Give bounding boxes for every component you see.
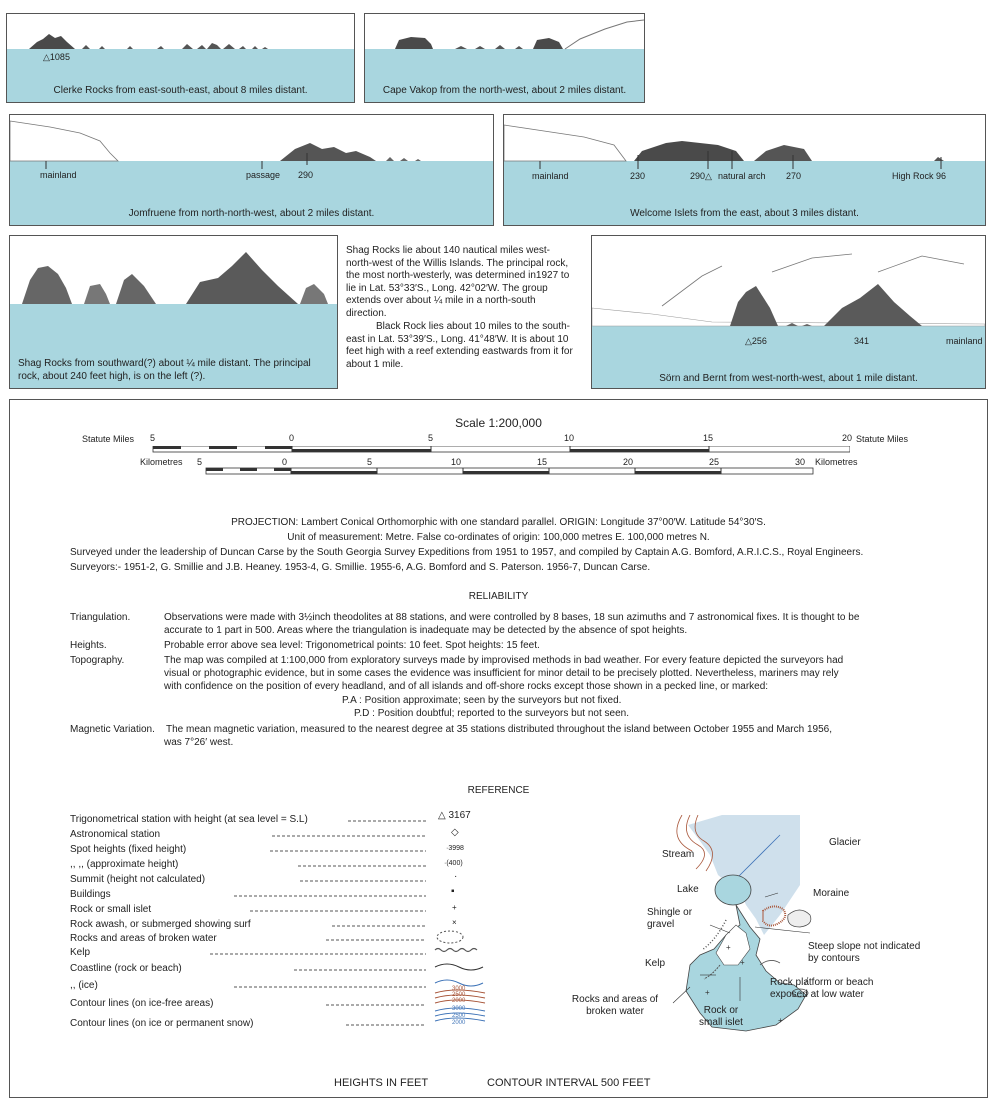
reference-line-symbols <box>430 925 510 1035</box>
scale-miles-label-right: Statute Miles <box>856 434 909 444</box>
jomfruene-caption: Jomfruene from north-north-west, about 2 miles distant. <box>128 208 375 219</box>
scale-miles-label-left: Statute Miles <box>82 434 135 444</box>
ref-trig-symbol: △ 3167 <box>438 810 471 821</box>
clerke-label-height: △1085 <box>43 52 70 62</box>
topography-line1: The map was compiled at 1:100,000 from exploratory surveys made by improvised methods in bad weather. For every feature depicted the surveyors had <box>164 655 844 666</box>
map-marginalia-sheet <box>9 399 988 1098</box>
contour-brown-2500: 2500 <box>452 992 466 998</box>
miles-tick-5l: 5 <box>150 433 156 443</box>
scale-title: Scale 1:200,000 <box>455 416 542 430</box>
topography-line3: with confidence on the position of every headland, and of all islands and off-shore rocks except those shown in a pecked line, or marked: <box>164 681 769 692</box>
contour-blue-3000: 3000 <box>452 1006 466 1012</box>
view-cape-vakop <box>364 13 645 103</box>
scale-km-label-right: Kilometres <box>815 457 858 467</box>
heights-line1: Probable error above sea level: Trigonometrical points: 10 feet. Spot heights: 15 feet. <box>164 640 540 651</box>
ref-contour-ice-free: Contour lines (on ice-free areas) <box>70 998 214 1009</box>
triangulation-term: Triangulation. <box>70 612 131 623</box>
triangulation-line2: accurate to 1 part in 500. Areas where the triangulation is inadequate may be detected by the absence of spot heights. <box>164 625 688 636</box>
vakop-caption: Cape Vakop from the north-west, about 2 miles distant. <box>382 85 627 96</box>
km-tick-10: 10 <box>451 457 462 467</box>
km-tick-30: 30 <box>795 457 806 467</box>
ref-trig-station: Trigonometrical station with height (at sea level = S.L) <box>70 814 308 825</box>
diagram-label-broken-water: Rocks and areas of broken water <box>571 994 659 1017</box>
welcome-label-290: 290△ <box>690 171 712 181</box>
view-shag-rocks <box>9 235 338 389</box>
contour-blue-2500: 2500 <box>452 1013 466 1019</box>
miles-tick-10: 10 <box>564 433 575 443</box>
ref-summit: Summit (height not calculated) <box>70 874 206 885</box>
clerke-caption: Clerke Rocks from east-south-east, about 8 miles distant. <box>53 85 308 96</box>
km-tick-5: 5 <box>367 457 373 467</box>
reference-heading: REFERENCE <box>467 785 530 796</box>
topography-line2: visual or photographic evidence, but in some cases the evidence was insufficient for minor detail to be precisely plotted. Nevertheless, mariners may rely <box>164 668 839 679</box>
ref-astro-station: Astronomical station <box>70 829 161 840</box>
footer-heights: HEIGHTS IN FEET <box>334 1077 429 1089</box>
ref-astro-symbol: ◇ <box>451 827 459 838</box>
ref-broken-water: Rocks and areas of broken water <box>70 933 217 944</box>
magnetic-line2: was 7°26′ west. <box>164 737 234 748</box>
ref-rock-awash: Rock awash, or submerged showing surf <box>70 919 251 930</box>
ref-spot-fixed: Spot heights (fixed height) <box>70 844 187 855</box>
km-tick-5l: 5 <box>197 457 203 467</box>
diagram-label-rock-platform: Rock platform or beach exposed at low water <box>770 977 874 1000</box>
ref-contour-ice: Contour lines (on ice or permanent snow) <box>70 1018 254 1029</box>
welcome-caption: Welcome Islets from the east, about 3 miles distant. <box>630 208 859 219</box>
pa-text: P.A : Position approximate; seen by the surveyors but not fixed. <box>342 695 622 706</box>
topography-term: Topography. <box>70 655 125 666</box>
magnetic-term: Magnetic Variation. <box>70 724 155 735</box>
diagram-label-moraine: Moraine <box>813 888 850 899</box>
svg-text:+: + <box>740 958 745 967</box>
jomfruene-label-mainland: mainland <box>40 170 77 180</box>
diagram-label-steep-slope: Steep slope not indicated by contours <box>808 941 921 964</box>
ref-buildings: Buildings <box>70 889 111 900</box>
scale-bars <box>150 446 850 482</box>
svg-text:+: + <box>726 943 731 952</box>
sorn-label-mainland: mainland <box>946 336 983 346</box>
diagram-label-rock-islet: Rock or small islet <box>699 1005 743 1028</box>
projection-text: PROJECTION: Lambert Conical Orthomorphic with one standard parallel. ORIGIN: Longitude 37°00′W. Latitude 54°30′S. <box>231 517 766 528</box>
reliability-heading: RELIABILITY <box>468 591 529 602</box>
ref-spot-fixed-symbol: ·3998 <box>446 845 464 852</box>
footer-contour: CONTOUR INTERVAL 500 FEET <box>487 1077 651 1089</box>
sorn-label-256: △256 <box>745 336 767 346</box>
ref-coastline-rock: Coastline (rock or beach) <box>70 963 182 974</box>
ref-rock-islet: Rock or small islet <box>70 904 152 915</box>
shag-note-para1: Shag Rocks lie about 140 nautical miles west-north-west of the Willis Islands. The principal rock, the most north-westerly, was determined in1927 to lie in Lat. 53°33′S., Long. 42°02′W. The group extends over about ¼ mile in a north-south direction. <box>346 245 570 319</box>
km-tick-0: 0 <box>282 457 288 467</box>
diagram-label-kelp: Kelp <box>645 958 666 969</box>
miles-tick-0: 0 <box>289 433 295 443</box>
welcome-label-natural-arch: natural arch <box>718 171 766 181</box>
jomfruene-label-290: 290 <box>298 170 314 180</box>
surveyors-text: Surveyors:- 1951-2, G. Smillie and J.B. Heaney. 1953-4, G. Smillie. 1955-6, A.G. Bomford and S. Paterson. 1956-7, Duncan Carse. <box>70 562 651 573</box>
welcome-label-high-rock: High Rock 96 <box>892 171 947 181</box>
jomfruene-label-passage: passage <box>246 170 281 180</box>
km-tick-25: 25 <box>709 457 720 467</box>
contour-brown-2000: 2000 <box>452 998 466 1004</box>
unit-text: Unit of measurement: Metre. False co-ordinates of origin: 100,000 metres E. 100,000 metres N. <box>287 532 710 543</box>
view-jomfruene <box>9 114 494 226</box>
surveyed-text: Surveyed under the leadership of Duncan Carse by the South Georgia Survey Expeditions from 1951 to 1957, and compiled by Captain A.G. Bomford, A.R.I.C.S., Royal Engineers. <box>70 547 864 558</box>
diagram-label-glacier: Glacier <box>829 837 861 848</box>
scale-km-label-left: Kilometres <box>140 457 183 467</box>
km-tick-20: 20 <box>623 457 634 467</box>
triangulation-line1: Observations were made with 3½inch theodolites at 88 stations, and were controlled by 8 bases, 18 sun azimuths and 7 astronomical fixes. It is thought to be <box>164 612 860 623</box>
ref-rock-awash-symbol: × <box>452 918 457 927</box>
shag-rocks-note <box>340 235 580 387</box>
ref-spot-approx: ,, ,, (approximate height) <box>70 859 179 870</box>
shag-note-para2: Black Rock lies about 10 miles to the south-east in Lat. 53°39′S., Long. 41°48′W. It is about 10 feet high with a reef extending eastwards from it for about 1 mile. <box>346 321 573 370</box>
sorn-bernt-profile <box>592 236 985 388</box>
ref-kelp: Kelp <box>70 947 91 958</box>
welcome-label-mainland: mainland <box>532 171 569 181</box>
view-sorn-bernt <box>591 235 986 389</box>
km-tick-15: 15 <box>537 457 548 467</box>
sorn-caption: Sörn and Bernt from west-north-west, about 1 mile distant. <box>659 373 918 384</box>
ref-buildings-symbol: ▪ <box>451 886 455 897</box>
svg-text:+: + <box>778 1016 783 1025</box>
ref-summit-symbol: · <box>454 871 458 882</box>
miles-tick-5: 5 <box>428 433 434 443</box>
magnetic-line1: The mean magnetic variation, measured to the nearest degree at 35 stations distributed throughout the island between October 1955 and March 1956, <box>166 724 832 735</box>
svg-text:+: + <box>705 988 710 997</box>
miles-tick-15: 15 <box>703 433 714 443</box>
pd-text: P.D : Position doubtful; reported to the surveyors but not seen. <box>354 708 629 719</box>
contour-blue-2000: 2000 <box>452 1020 466 1026</box>
contour-brown-3000: 3000 <box>452 986 466 992</box>
diagram-label-lake: Lake <box>677 884 699 895</box>
diagram-label-shingle: Shingle or gravel <box>647 907 693 930</box>
heights-term: Heights. <box>70 640 107 651</box>
ref-spot-approx-symbol: ·(400) <box>444 860 463 867</box>
sorn-label-341: 341 <box>854 336 870 346</box>
view-welcome-islets <box>503 114 986 226</box>
view-clerke-rocks <box>6 13 355 103</box>
ref-rock-islet-symbol: + <box>452 903 457 912</box>
welcome-label-270: 270 <box>786 171 802 181</box>
shag-caption: Shag Rocks from southward(?) about ¼ mile distant. The principal rock, about 240 feet high, is on the left (?). <box>18 358 311 382</box>
welcome-label-230: 230 <box>630 171 646 181</box>
ref-coastline-ice: ,, (ice) <box>70 980 98 991</box>
miles-tick-20: 20 <box>842 433 853 443</box>
diagram-label-stream: Stream <box>662 849 695 860</box>
